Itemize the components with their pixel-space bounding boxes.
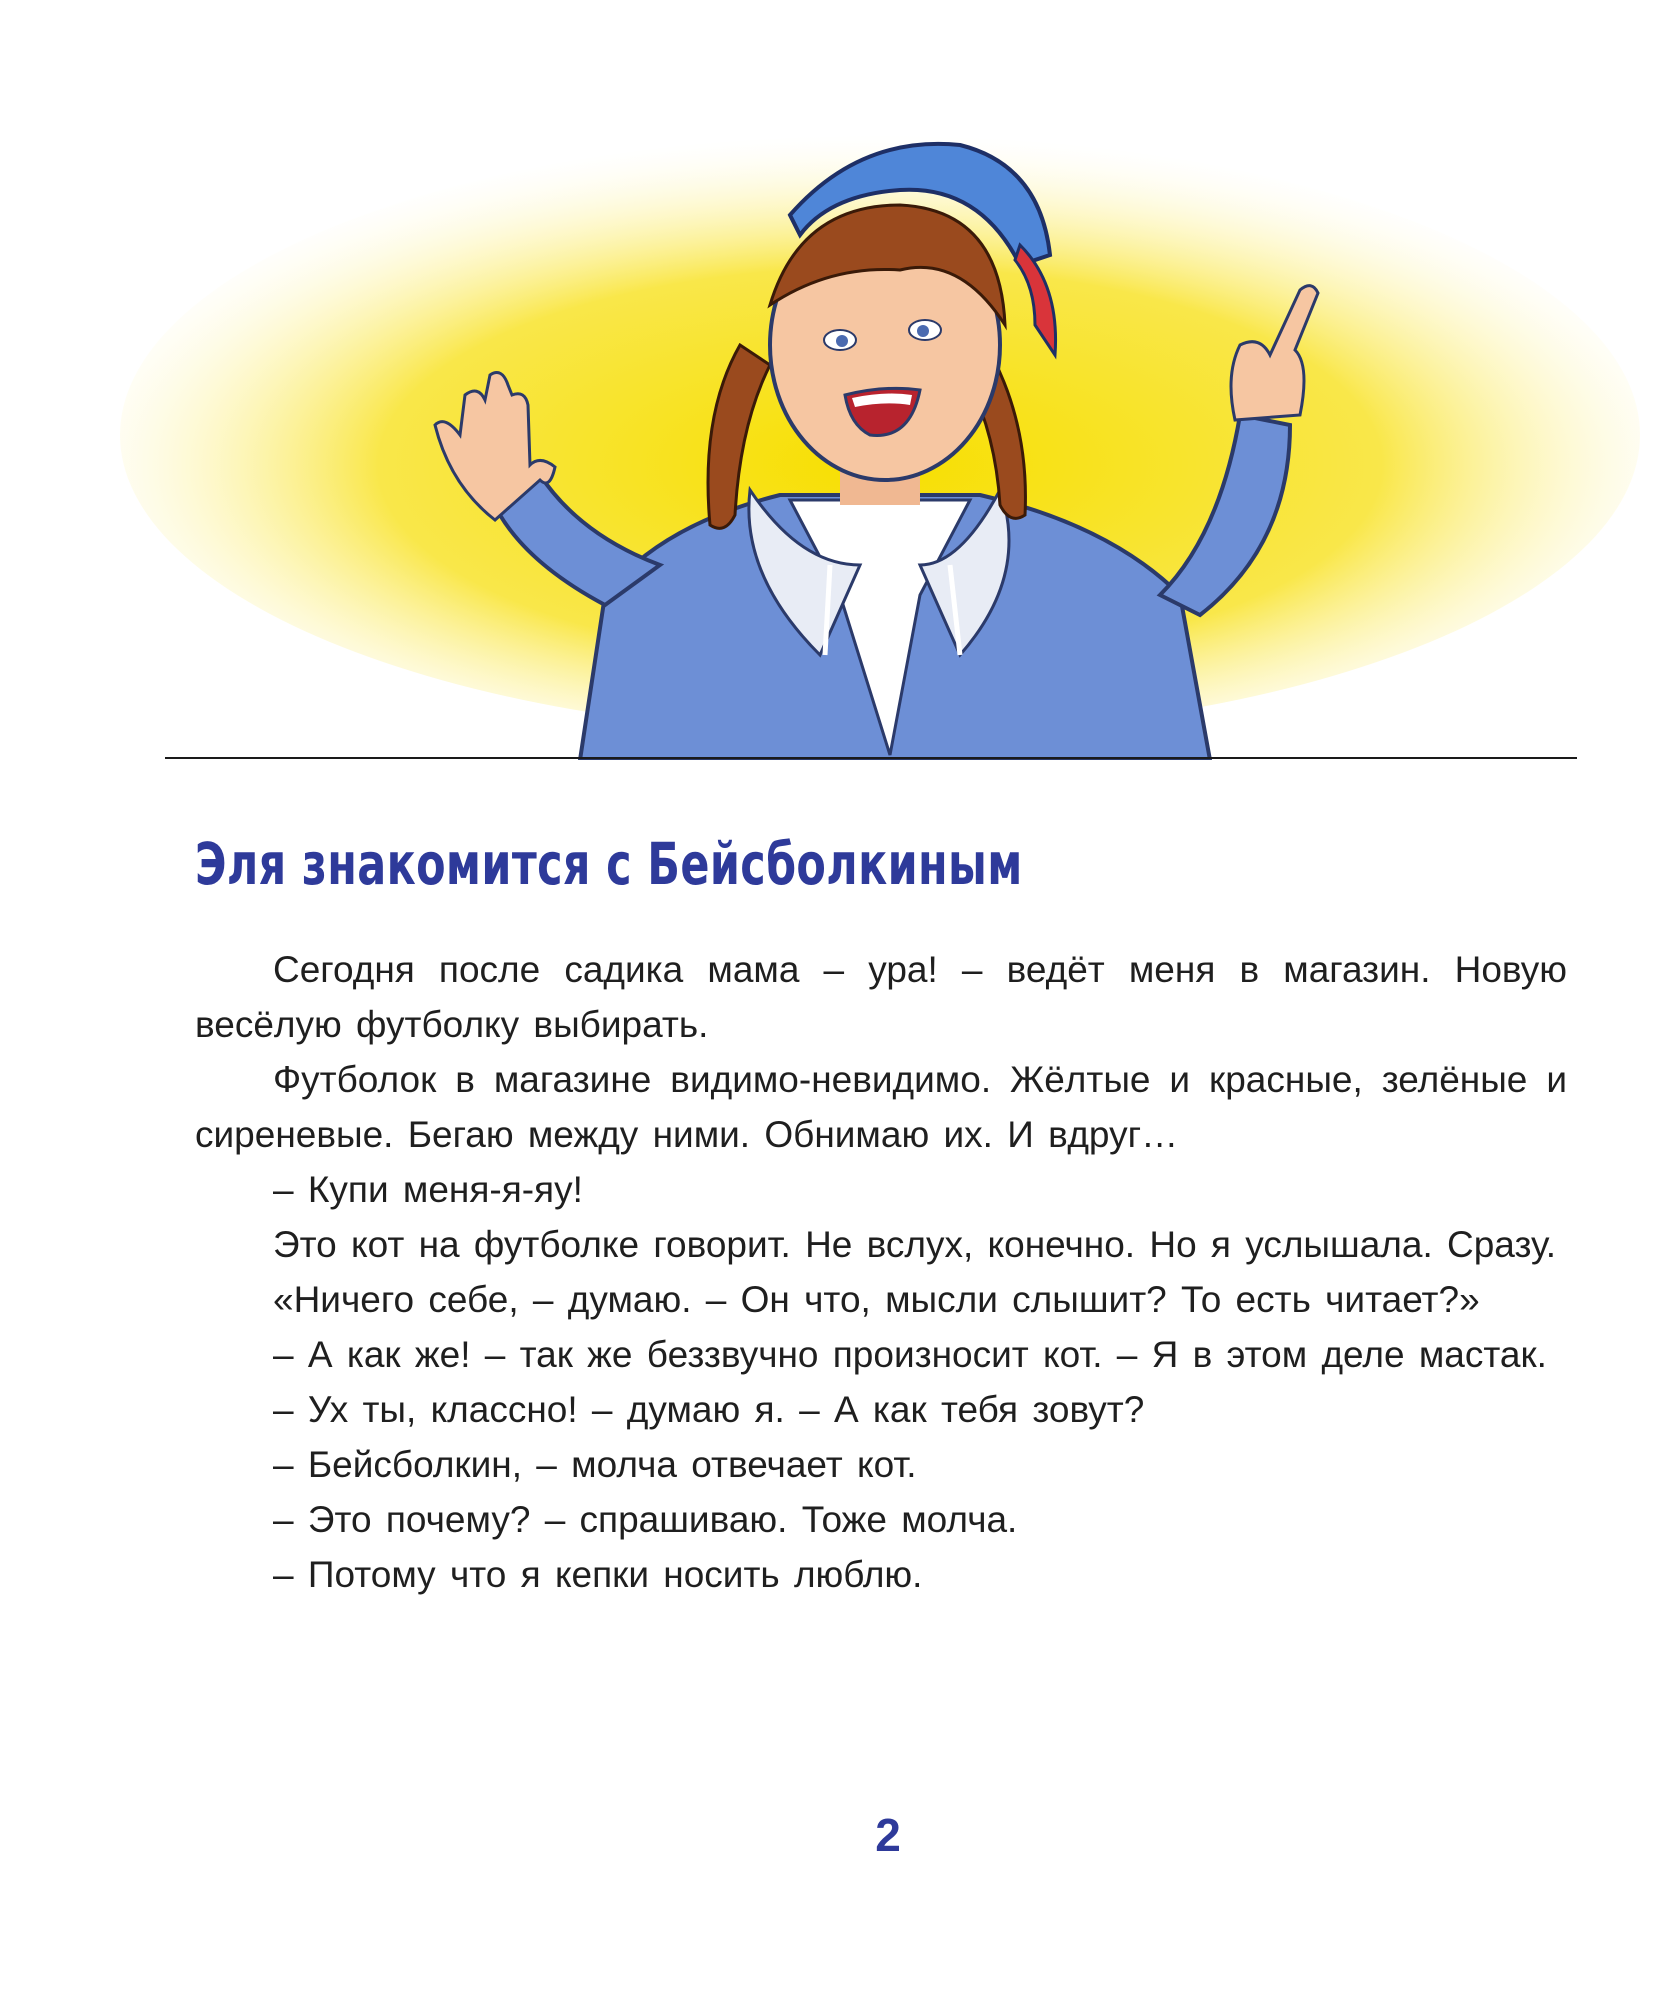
paragraph: – Купи меня-я-яу! [273,1169,583,1210]
paragraph: – Потому что я кепки носить люблю. [273,1554,923,1595]
paragraph: – Это почему? – спрашиваю. Тоже молча. [273,1499,1018,1540]
right-pupil [917,325,929,337]
chapter-title: Эля знакомится с Бейсболкиным [195,830,1023,898]
paragraph: Футболок в магазине видимо-невидимо. Жёлтые и красные, зелёные и сиреневые. Бегаю между ними. Обнимаю их. И вдруг… [195,1059,1567,1155]
paragraph: Сегодня после садика мама – ура! – ведёт меня в магазин. Новую весёлую футболку выбирать. [195,949,1567,1045]
paragraph: – Ух ты, классно! – думаю я. – А как тебя зовут? [273,1389,1145,1430]
paragraph: Это кот на футболке говорит. Не вслух, конечно. Но я услышала. Сразу. [273,1224,1557,1265]
page-number: 2 [875,1809,901,1861]
left-pupil [836,335,848,347]
divider-line [165,757,1577,759]
paragraph: – Бейсболкин, – молча отвечает кот. [273,1444,917,1485]
girl-illustration [100,95,1660,760]
story-text [195,942,1567,1602]
paragraph: «Ничего себе, – думаю. – Он что, мысли слышит? То есть читает?» [273,1279,1480,1320]
girl-illustration-icon [100,95,1660,760]
paragraph: – А как же! – так же беззвучно произносит кот. – Я в этом деле мастак. [273,1334,1547,1375]
